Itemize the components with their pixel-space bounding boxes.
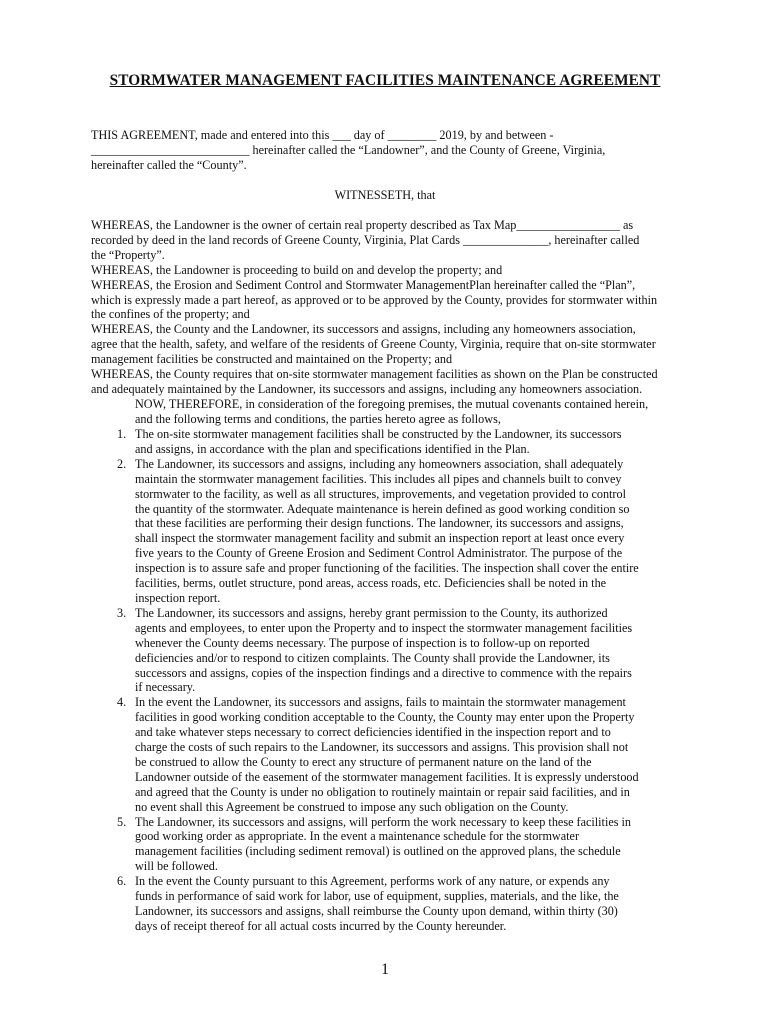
therefore-line: NOW, THEREFORE, in consideration of the foregoing premises, the mutual covenants contained herein, bbox=[135, 396, 649, 411]
item-line: stormwater to the facility, as well as all structures, improvements, and vegetation provided to control bbox=[135, 486, 626, 501]
witnesseth-heading: WITNESSETH, that bbox=[334, 188, 436, 202]
item-line: facilities in good working condition acceptable to the County, the County may enter upon the Property bbox=[135, 710, 635, 725]
whereas-line: WHEREAS, the Erosion and Sediment Control and Stormwater ManagementPlan hereinafter called the “Plan”, bbox=[91, 277, 636, 292]
whereas-section bbox=[91, 218, 691, 427]
item-line: shall inspect the stormwater management facility and submit an inspection report at least once every bbox=[135, 531, 625, 546]
item-text bbox=[135, 606, 632, 695]
item-line: whenever the County deems necessary. The purpose of inspection is to follow-up on reported bbox=[135, 635, 590, 650]
item-line: successors and assigns, copies of the inspection findings and a directive to commence with the repairs bbox=[135, 665, 632, 680]
item-line: management facilities (including sediment removal) is outlined on the approved plans, the schedule bbox=[135, 844, 621, 859]
item-number-label: 3. bbox=[117, 605, 127, 620]
whereas-line: the “Property”. bbox=[91, 247, 165, 262]
whereas-line: recorded by deed in the land records of Greene County, Virginia, Plat Cards ______________, hereinafter called bbox=[91, 232, 640, 247]
numbered-item bbox=[67, 427, 697, 457]
item-line: facilities, berms, outlet structure, pond areas, access roads, etc. Deficiencies shall be noted in the bbox=[135, 576, 607, 591]
item-number-label: 2. bbox=[117, 456, 127, 471]
numbered-item bbox=[67, 606, 697, 695]
item-text bbox=[135, 815, 631, 875]
item-line: The on-site stormwater management facilities shall be constructed by the Landowner, its successors bbox=[135, 427, 622, 441]
item-number bbox=[67, 606, 135, 695]
item-line: that these facilities are performing their design functions. The landowner, its successors and assigns, bbox=[135, 516, 624, 531]
item-number bbox=[67, 427, 135, 457]
item-line: five years to the County of Greene Erosion and Sediment Control Administrator. The purpose of the bbox=[135, 546, 623, 561]
item-number bbox=[67, 695, 135, 814]
item-line: good working order as appropriate. In the event a maintenance schedule for the stormwater bbox=[135, 829, 579, 844]
item-number-label: 1. bbox=[117, 427, 127, 441]
item-line: In the event the Landowner, its successors and assigns, fails to maintain the stormwater management bbox=[135, 695, 626, 710]
intro-line: THIS AGREEMENT, made and entered into this ___ day of ________ 2019, by and between - bbox=[91, 128, 554, 142]
item-line: days of receipt thereof for all actual costs incurred by the County hereunder. bbox=[135, 918, 507, 933]
item-number-label: 4. bbox=[117, 695, 127, 710]
whereas-line: agree that the health, safety, and welfare of the residents of Greene County, Virginia, require that on-site stormwater bbox=[91, 337, 656, 352]
whereas-line: WHEREAS, the Landowner is the owner of certain real property described as Tax Map_________________ as bbox=[91, 218, 634, 232]
intro-paragraph bbox=[91, 128, 691, 173]
item-line: The Landowner, its successors and assigns, hereby grant permission to the County, its authorized bbox=[135, 605, 608, 620]
item-line: agents and employees, to enter upon the Property and to inspect the stormwater management facilities bbox=[135, 620, 633, 635]
whereas-line: management facilities be constructed and maintained on the Property; and bbox=[91, 352, 453, 367]
whereas-line: WHEREAS, the County and the Landowner, its successors and assigns, including any homeowners association, bbox=[91, 322, 636, 337]
numbered-item bbox=[67, 695, 697, 814]
whereas-line: WHEREAS, the County requires that on-site stormwater management facilities as shown on the Plan be constructed bbox=[91, 367, 658, 382]
item-text bbox=[135, 695, 639, 814]
intro-line: __________________________ hereinafter called the “Landowner”, and the County of Greene, Virginia, bbox=[91, 142, 606, 157]
whereas-line: which is expressly made a part hereof, as approved or to be approved by the County, provides for stormwater within bbox=[91, 292, 658, 307]
item-line: Landowner, its successors and assigns, shall reimburse the County upon demand, within thirty (30) bbox=[135, 904, 618, 918]
item-number bbox=[67, 874, 135, 934]
item-line: The Landowner, its successors and assigns, will perform the work necessary to keep these facilities in bbox=[135, 814, 632, 829]
item-line: and take whatever steps necessary to correct deficiencies identified in the inspection report and to bbox=[135, 725, 611, 740]
item-text bbox=[135, 427, 622, 457]
numbered-item bbox=[67, 815, 697, 875]
item-text bbox=[135, 457, 639, 606]
numbered-items bbox=[67, 427, 697, 934]
whereas-line: WHEREAS, the Landowner is proceeding to build on and develop the property; and bbox=[91, 262, 503, 277]
item-number bbox=[67, 457, 135, 606]
intro-line: hereinafter called the “County”. bbox=[91, 157, 247, 172]
item-line: charge the costs of such repairs to the Landowner, its successors and assigns. This provision shall not bbox=[135, 740, 629, 755]
therefore-line: and the following terms and conditions, the parties hereto agree as follows, bbox=[135, 411, 501, 426]
item-line: the quantity of the stormwater. Adequate maintenance is herein defined as good working condition so bbox=[135, 501, 630, 516]
item-line: and agreed that the County is under no obligation to routinely maintain or repair said facilities, and in bbox=[135, 784, 630, 799]
item-line: inspection is to assure safe and proper functioning of the facilities. The inspection shall cover the entire bbox=[135, 561, 639, 576]
item-line: funds in performance of said work for labor, use of equipment, supplies, materials, and the like, the bbox=[135, 889, 619, 904]
numbered-item bbox=[67, 457, 697, 606]
item-line: inspection report. bbox=[135, 590, 221, 605]
item-line: maintain the stormwater management facilities. This includes all pipes and channels built to convey bbox=[135, 471, 622, 486]
item-number-label: 6. bbox=[117, 874, 127, 889]
item-line: Landowner outside of the easement of the stormwater management facilities. It is expressly understood bbox=[135, 769, 639, 784]
item-line: be construed to allow the County to erect any structure of permanent nature on the land of the bbox=[135, 754, 592, 769]
item-line: The Landowner, its successors and assigns, including any homeowners association, shall adequately bbox=[135, 456, 624, 471]
item-line: In the event the County pursuant to this Agreement, performs work of any nature, or expends any bbox=[135, 874, 610, 889]
item-text bbox=[135, 874, 619, 934]
item-line: and assigns, in accordance with the plan and specifications identified in the Plan. bbox=[135, 441, 530, 456]
item-line: no event shall this Agreement be construed to impose any such obligation on the County. bbox=[135, 799, 569, 814]
item-line: will be followed. bbox=[135, 859, 218, 874]
page-number: 1 bbox=[381, 961, 389, 978]
item-line: deficiencies and/or to respond to citizen complaints. The County shall provide the Landowner, its bbox=[135, 650, 610, 665]
document-title: STORMWATER MANAGEMENT FACILITIES MAINTENANCE AGREEMENT bbox=[109, 72, 661, 89]
whereas-line: the confines of the property; and bbox=[91, 307, 250, 322]
item-number bbox=[67, 815, 135, 875]
numbered-item bbox=[67, 874, 697, 934]
whereas-line: and adequately maintained by the Landowner, its successors and assigns, including any homeowners association. bbox=[91, 381, 643, 396]
item-line: if necessary. bbox=[135, 680, 196, 695]
item-number-label: 5. bbox=[117, 814, 127, 829]
